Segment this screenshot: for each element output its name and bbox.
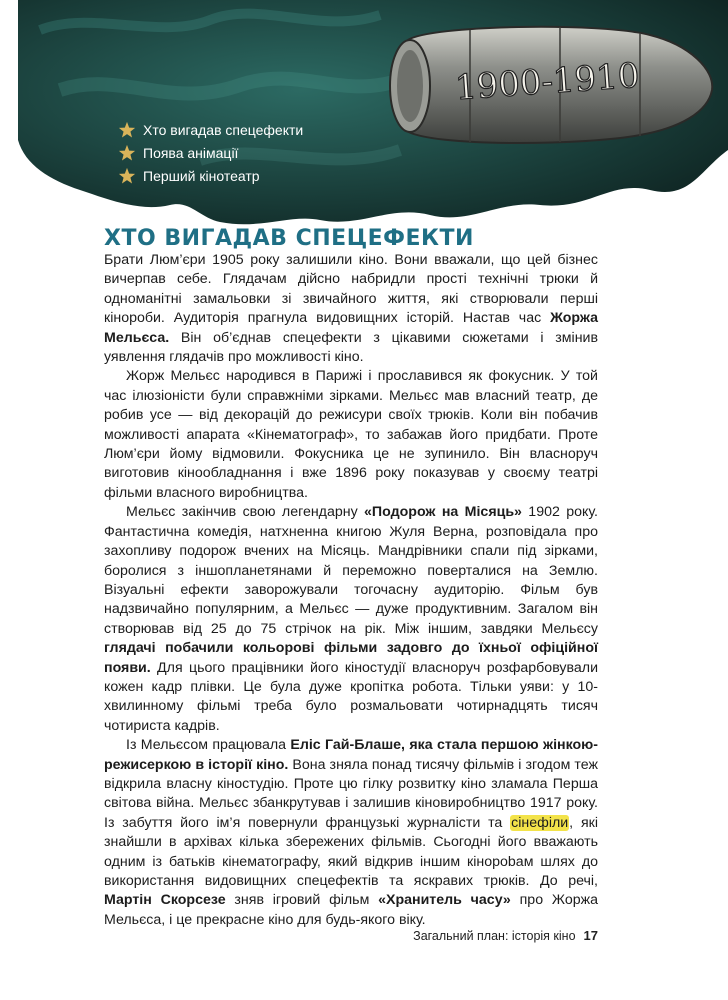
page-footer: [413, 928, 598, 943]
year-range-label: 1900-1910: [453, 55, 641, 109]
text-run: Вона зняла понад тисячу фільмів і згодом теж відкрила власну кіностудію. Проте цю гілку розвитку кіно зламала Перша світова війна. Мельєс збанкрутував і залишив кіновиробництво 1917 року. Із забуття його ім’я повернули французькі журналісти та: [104, 756, 598, 831]
toc-item-label: Перший кінотеатр: [143, 167, 260, 184]
paragraph: [104, 736, 598, 930]
page-number: 17: [583, 928, 598, 943]
text-run: Для цього працівники його кіностудії власноруч розфарбовували кожен кадр плівки. Це була дуже кропітка робота. Тільки уяви: у 10-хвилинному фільмі треба було розмальовати чотирнадцять тисяч чотириста кадрів.: [104, 659, 598, 734]
star-icon: [118, 121, 136, 139]
toc-item: [118, 164, 303, 187]
bold-text: Жоржа Мельєса.: [104, 310, 598, 346]
article-body: [104, 251, 598, 930]
toc-item: [118, 118, 303, 141]
text-run: про Жоржа Мельєса, і це прекрасне кіно для будь-якого віку.: [104, 892, 598, 928]
paragraph: [104, 251, 598, 367]
running-title: Загальний план: історія кіно: [413, 929, 576, 943]
star-icon: [118, 144, 136, 162]
text-run: Мельєс закінчив свою легендарну: [126, 504, 365, 521]
paragraph: [104, 503, 598, 736]
bold-text: Мартін Скорсезе: [104, 892, 226, 909]
toc-item-label: Поява анімації: [143, 144, 239, 161]
text-run: Брати Люм’єри 1905 року залишили кіно. Вони вважали, що цей бізнес вичерпав себе. Глядачам дійсно набридли прості технічні трюки й одноманітні замальовки зі звичайного життя, які створювали перші кінороби. Аудиторія прагнула видовищних історій. Настав час: [104, 252, 598, 327]
section-heading: ХТО ВИГАДАВ СПЕЦЕФЕКТИ: [104, 226, 474, 251]
toc-item-label: Хто вигадав спецефекти: [143, 121, 304, 138]
bold-text: глядачі побачили кольорові фільми задовго до їхньої офіційної появи.: [104, 640, 598, 676]
text-run: Він об’єднав спецефекти з цікавими сюжетами і змінив уявлення глядачів про можливості кіно.: [104, 329, 598, 366]
text-run: зняв ігровий фільм: [225, 892, 379, 909]
bold-text: «Хранитель часу»: [378, 892, 511, 909]
paragraph: Жорж Мельєс народився в Парижі і прославився як фокусник. У той час ілюзіоністи були справжніми зірками. Мельєс мав власний театр, де робив усе — від декорацій до режисури своїх трюків. Коли він побачив можливості апарата «Кінематограф», то забажав його придбати. Проте Люм’єри йому відмовили. Фокусника це не зупинило. Він власноруч виготовив кінообладнання і вже 1896 року показував у своєму театрі фільми власного виробництва.: [104, 368, 598, 501]
chapter-contents: [118, 118, 303, 187]
bold-text: «Подорож на Місяць»: [364, 504, 522, 521]
toc-item: [118, 141, 303, 164]
star-icon: [118, 167, 136, 185]
text-run: 1902 року. Фантастична комедія, натхненна книгою Жуля Верна, розповідала про захопливу подорож вчених на Місяць. Мандрівники спали під зірками, боролися з іншопланетянами й переможно поверталися на Землю. Візуальні ефекти заворожували тогочасну аудиторію. Фільм був надзвичайно популярним, а Мельєс — дуже продуктивним. Загалом він створював від 25 до 75 стрічок на рік. Між іншим, завдяки Мельєсу: [104, 504, 598, 637]
highlighted-term: сінефіли: [511, 814, 569, 831]
text-run: , які знайшли в архівах кілька збережених фільмів. Сьогодні його вважають одним із батьків кінематографу, який відкрив іншим кінорobам шлях до використання видовищних спецефектів та яскравих трюків. До речі,: [104, 814, 598, 889]
text-run: Із Мельєсом працювала: [126, 737, 291, 754]
bold-text: Еліс Гай-Блаше, яка стала першою жінкою-режисеркою в історії кіно.: [104, 737, 598, 773]
header-illustration: [0, 0, 728, 235]
